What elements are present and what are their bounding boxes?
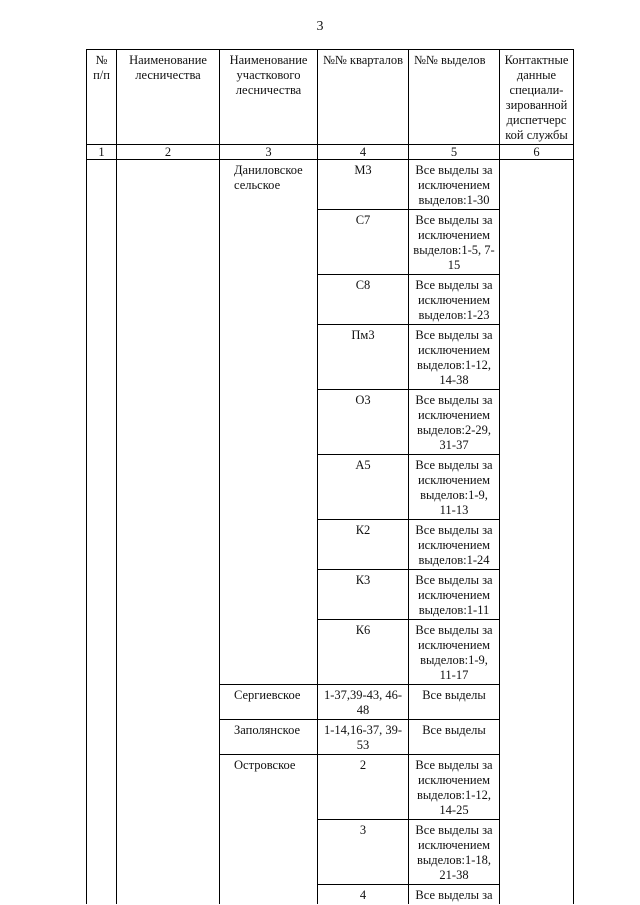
quarter-cell: 2 [318,755,409,820]
plots-cell: Все выделы за исключением выделов:1-11 [409,570,500,620]
plots-cell: Все выделы [409,720,500,755]
quarter-cell: 1-37,39-43, 46-48 [318,685,409,720]
plots-cell: Все выделы за исключением выделов:1-23 [409,275,500,325]
quarter-cell: М3 [318,160,409,210]
plots-cell: Все выделы за исключением выделов:1-5, 7-15 [409,210,500,275]
district-forestry-cell: Заполянское [220,720,318,755]
plots-cell: Все выделы за исключением выделов:1-9, 11-13 [409,455,500,520]
column-number: 6 [500,145,574,160]
header-row [87,50,574,145]
plots-cell: Все выделы за исключением выделов:1-24 [409,520,500,570]
column-number: 2 [117,145,220,160]
header-plots: №№ выделов [409,50,500,145]
quarter-cell: А5 [318,455,409,520]
column-number-row [87,145,574,160]
plots-cell: Все выделы за исключением выделов:1-30 [409,160,500,210]
quarter-cell: 3 [318,820,409,885]
quarter-cell: 4 [318,885,409,905]
forestry-cell [117,160,220,905]
plots-cell: Все выделы за исключением выделов:1-12, 14-38 [409,325,500,390]
contacts-cell [500,160,574,905]
quarter-cell: К6 [318,620,409,685]
district-forestry-cell: Сергиевское [220,685,318,720]
column-number: 4 [318,145,409,160]
quarter-cell: 1-14,16-37, 39-53 [318,720,409,755]
plots-cell: Все выделы за исключением выделов:1-18, 21-38 [409,820,500,885]
plots-cell: Все выделы за исключением выделов:1-12, 14-25 [409,755,500,820]
district-forestry-cell: Островское [220,755,318,905]
quarter-cell: Пм3 [318,325,409,390]
page-number: 3 [316,19,324,34]
quarter-cell: С8 [318,275,409,325]
quarter-cell: С7 [318,210,409,275]
column-number: 5 [409,145,500,160]
column-number: 3 [220,145,318,160]
quarter-cell: К2 [318,520,409,570]
number-cell [87,160,117,905]
header-quarters: №№ кварталов [318,50,409,145]
header-contacts: Контактные данные специали-зированной диспетчерс кой службы [500,50,574,145]
table-row [87,160,574,210]
column-number: 1 [87,145,117,160]
plots-cell: Все выделы за исключением выделов:2-29, 31-37 [409,390,500,455]
forestry-table [86,49,574,904]
header-number: № п/п [87,50,117,145]
quarter-cell: К3 [318,570,409,620]
district-forestry-cell: Даниловское сельское [220,160,318,685]
header-forestry: Наименование лесничества [117,50,220,145]
plots-cell: Все выделы за исключением выделов:1-9, 11-17 [409,620,500,685]
plots-cell: Все выделы за [409,885,500,905]
quarter-cell: О3 [318,390,409,455]
header-district-forestry: Наименование участкового лесничества [220,50,318,145]
plots-cell: Все выделы [409,685,500,720]
